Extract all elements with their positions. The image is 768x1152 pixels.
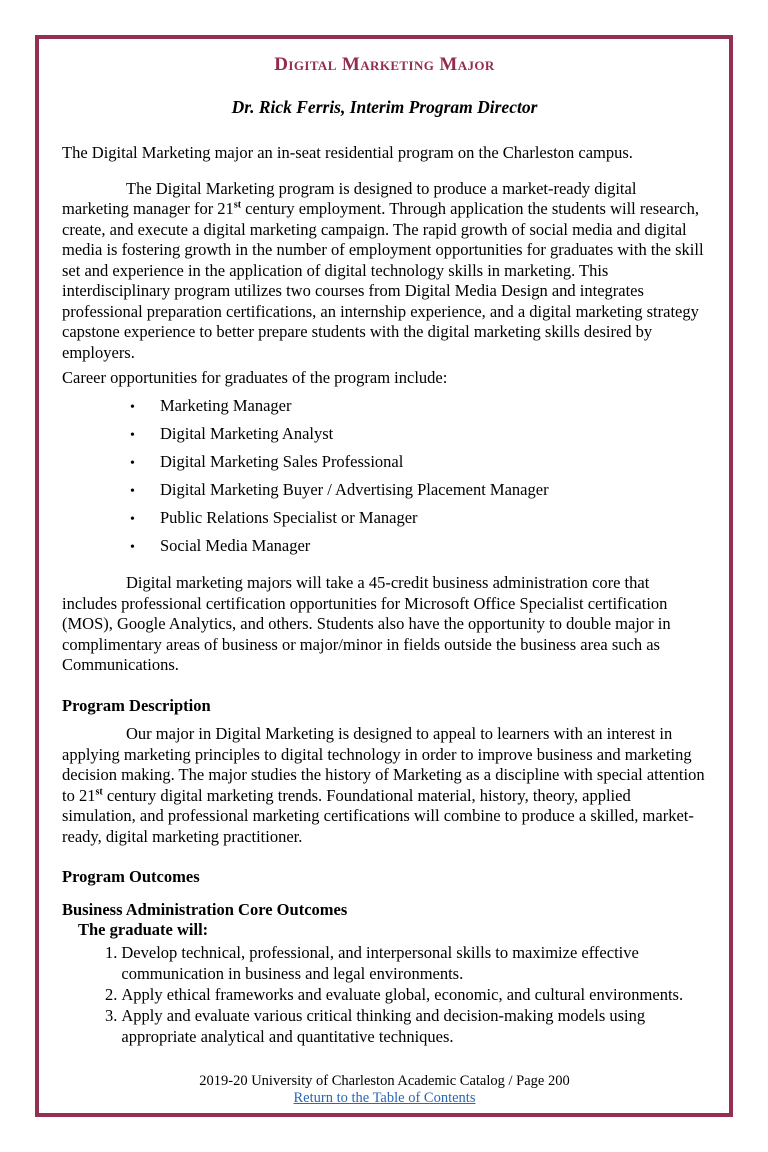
- career-list-item: [130, 536, 707, 559]
- bullet-icon: •: [130, 455, 135, 471]
- career-list-item: [130, 452, 707, 475]
- bullet-icon: •: [130, 511, 135, 527]
- career-item-label: Public Relations Specialist or Manager: [160, 507, 418, 527]
- bullet-icon: •: [130, 539, 135, 555]
- outcome-text: Apply ethical frameworks and evaluate global, economic, and cultural environments.: [121, 984, 684, 1004]
- description-text-end: century digital marketing trends. Foundational material, history, theory, applied simulation, and professional marketing certifications will combine to produce a skilled, market-ready, digital marketing practitioner.: [62, 785, 694, 846]
- outcome-number: 2.: [105, 984, 118, 1004]
- page-border: [35, 35, 733, 1117]
- bullet-icon: •: [130, 483, 135, 499]
- career-item-label: Social Media Manager: [160, 535, 311, 555]
- career-item-label: Digital Marketing Sales Professional: [160, 451, 404, 471]
- career-item-label: Digital Marketing Buyer / Advertising Placement Manager: [160, 479, 549, 499]
- outcome-number: 1.: [105, 942, 118, 962]
- outcomes-list: [105, 942, 707, 1047]
- catalog-page-line: 2019-20 University of Charleston Academic Catalog / Page 200: [199, 1073, 570, 1089]
- outcome-number: 3.: [105, 1005, 118, 1025]
- career-list-item: [130, 508, 707, 531]
- return-to-toc-link[interactable]: Return to the Table of Contents: [293, 1090, 476, 1106]
- intro-paragraph: The Digital Marketing major an in-seat residential program on the Charleston campus.: [62, 143, 633, 162]
- career-item-label: Marketing Manager: [160, 395, 292, 415]
- ordinal-superscript: st: [95, 786, 103, 797]
- page-content: [62, 39, 707, 1113]
- outcome-item: [105, 984, 707, 1005]
- bullet-icon: •: [130, 399, 135, 415]
- core-outcomes-heading: Business Administration Core Outcomes: [62, 899, 348, 919]
- overview-paragraph: [62, 179, 707, 364]
- career-list-item: [130, 480, 707, 503]
- bullet-icon: •: [130, 427, 135, 443]
- career-item-label: Digital Marketing Analyst: [160, 423, 334, 443]
- program-director-line: Dr. Rick Ferris, Interim Program Director: [231, 97, 538, 117]
- career-list-item: [130, 396, 707, 419]
- page-title: Digital Marketing Major: [274, 54, 495, 75]
- page-footer: [62, 1073, 707, 1107]
- outcome-item: [105, 1005, 707, 1047]
- graduate-will-heading: The graduate will:: [78, 920, 209, 939]
- outcome-text: Develop technical, professional, and interpersonal skills to maximize effective communication in business and legal environments.: [121, 942, 639, 983]
- outcome-text: Apply and evaluate various critical thinking and decision-making models using appropriate analytical and quantitative techniques.: [121, 1005, 646, 1046]
- career-list: [130, 396, 707, 559]
- program-description-heading: Program Description: [62, 695, 211, 715]
- program-description-paragraph: [62, 724, 707, 847]
- overview-text-start: The Digital Marketing program is designed to produce a market-ready digital marketing manager for 21: [62, 178, 637, 218]
- program-outcomes-heading: Program Outcomes: [62, 867, 200, 886]
- career-lead-line: Career opportunities for graduates of the program include:: [62, 368, 448, 387]
- core-paragraph: Digital marketing majors will take a 45-credit business administration core that includes professional certification opportunities for Microsoft Office Specialist certification (MOS), Google Analytics, and others. Students also have the opportunity to double major in complimentary areas of business or major/minor in fields outside the business area such as Communications.: [62, 573, 671, 674]
- career-list-item: [130, 424, 707, 447]
- description-text-start: Our major in Digital Marketing is designed to appeal to learners with an interest in applying marketing principles to digital technology in order to improve business and marketing decision making. The major studies the history of Marketing as a discipline with special attention to 21: [62, 724, 705, 805]
- overview-text-end: century employment. Through application the students will research, create, and execute a digital marketing campaign. The rapid growth of social media and digital media is fostering growth in the number of employment opportunities for graduates with the skill set and experience in the application of digital technology skills in marketing. This interdisciplinary program utilizes two courses from Digital Media Design and integrates professional preparation certifications, an internship experience, and a digital marketing strategy capstone experience to better prepare students with the digital marketing skills desired by employers.: [62, 199, 704, 362]
- outcome-item: [105, 942, 707, 984]
- ordinal-superscript: st: [233, 199, 242, 211]
